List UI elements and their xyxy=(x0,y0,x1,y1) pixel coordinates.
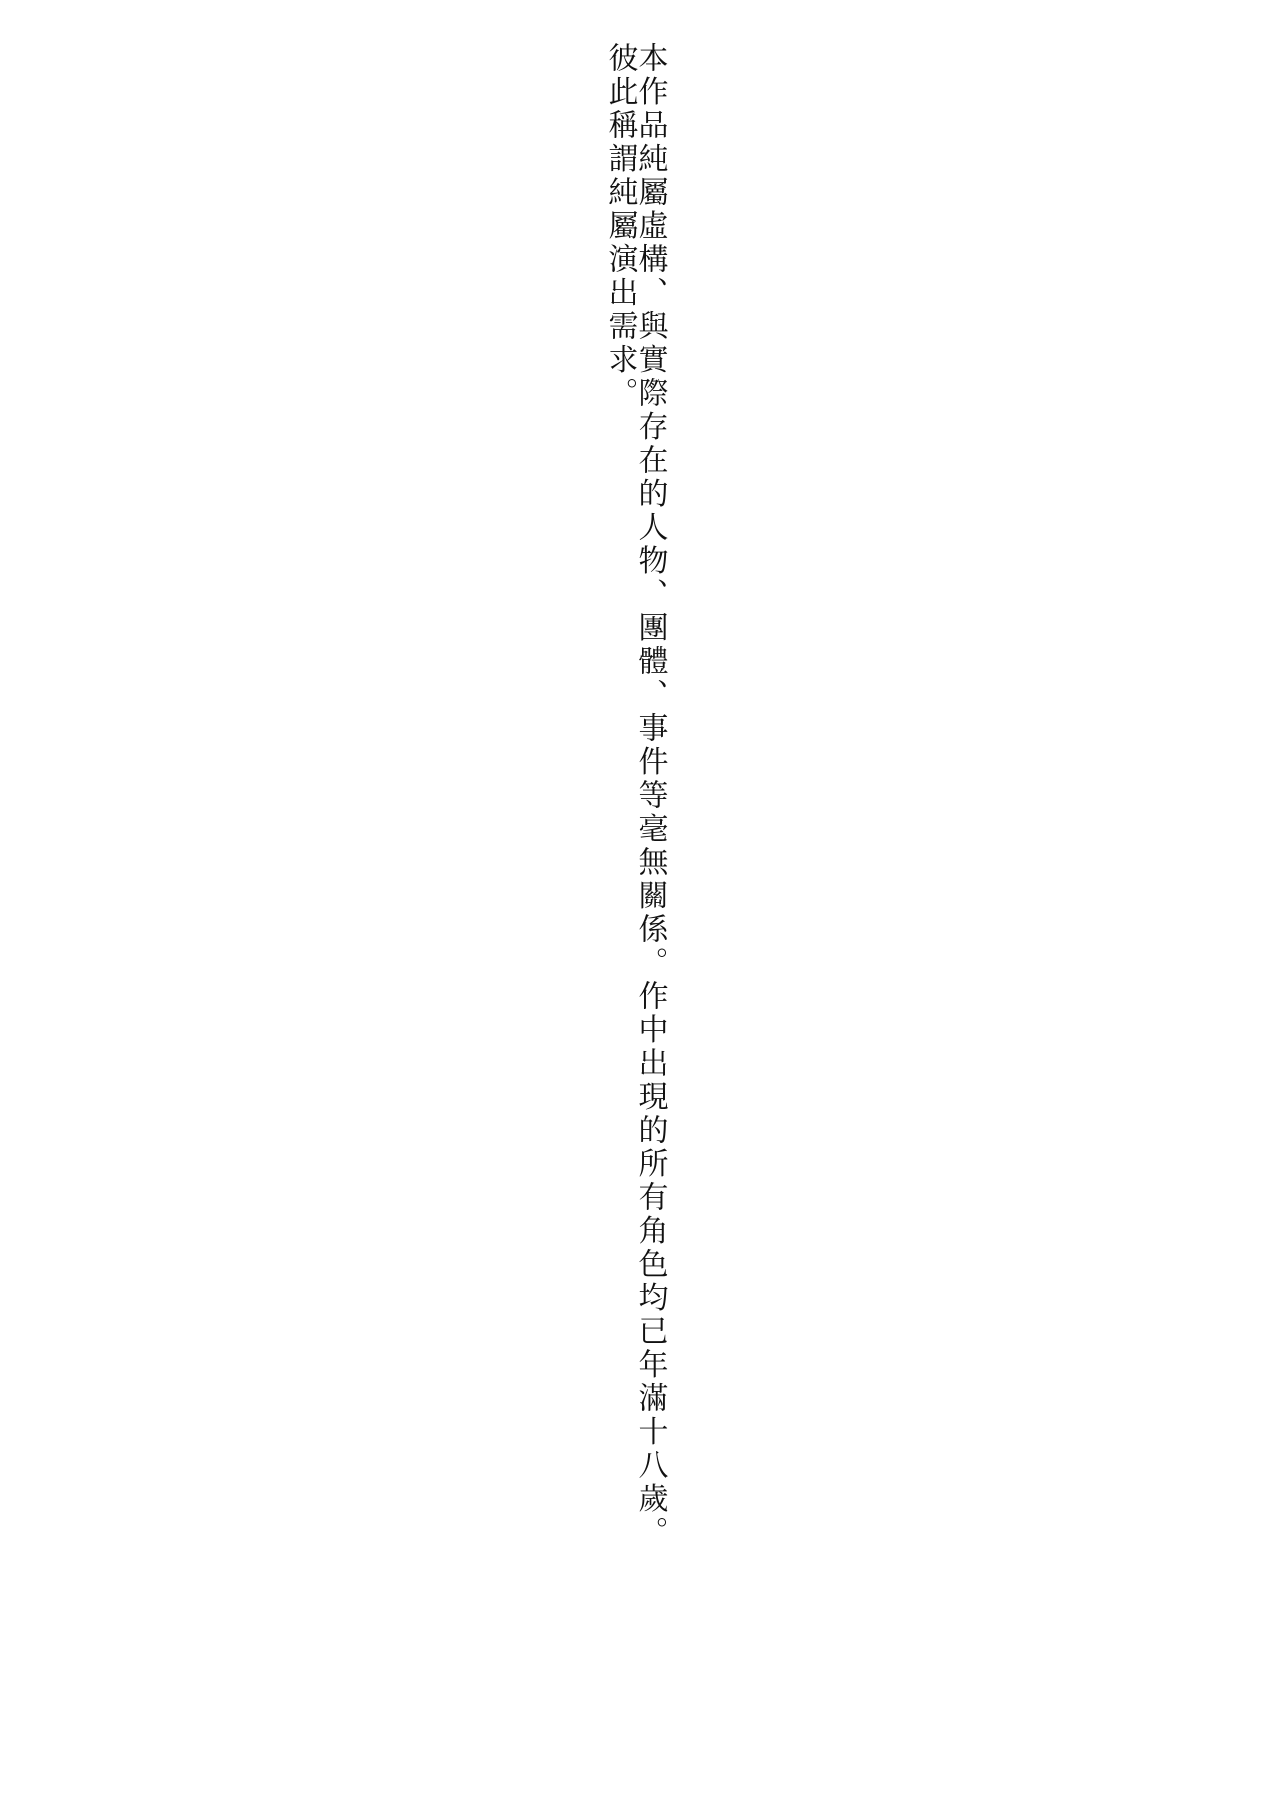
disclaimer-block xyxy=(0,42,1269,1562)
disclaimer-text: 本作品純屬虛構、與實際存在的人物、團體、事件等毫無關係。作中出現的所有角色均已年滿十八歲。彼此稱謂純屬演出需求。 xyxy=(602,42,668,1550)
